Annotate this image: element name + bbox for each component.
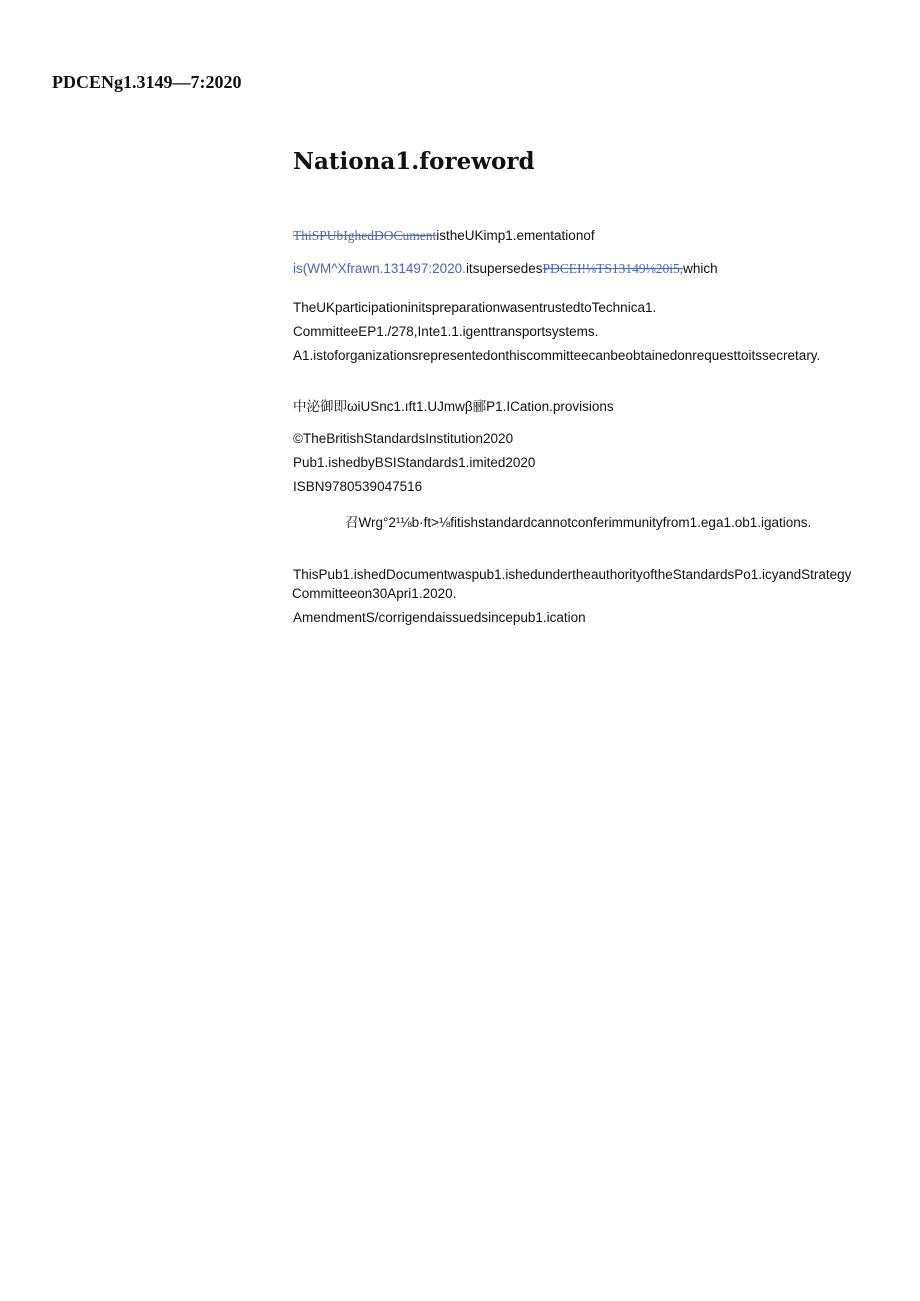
superseded-reference: PDCEI!⅛TS13149⅛20i5, (542, 261, 684, 276)
standard-reference: 131497:2020. (383, 261, 466, 276)
line-text: ωiUSnc1.ıft1.UJmwβ郦P1.ICation.provisions (347, 399, 614, 414)
provisions-line (293, 395, 614, 415)
line-prefix: is(WM^Xfrawn. (293, 261, 384, 276)
authority-line-2: Committeeon30Apri1.2020. (292, 586, 457, 601)
foreword-line-2 (293, 261, 718, 277)
participation-line-3: A1.istoforganizationsrepresentedonthiscommitteecanbeobtainedonrequesttoitssecretary. (293, 348, 821, 363)
amendments-line: AmendmentS/corrigendaissuedsincepub1.ication (293, 610, 586, 625)
copyright-line: ©TheBritishStandardsInstitution2020 (293, 431, 514, 446)
participation-line-2: CommitteeEP1./278,Inte1.1.igenttransportsystems. (293, 324, 599, 339)
publisher-line: Pub1.ishedbyBSIStandards1.imited2020 (293, 455, 536, 470)
line-suffix: which (683, 261, 718, 276)
line-text: istheUKimp1.ementationof (436, 228, 595, 243)
line-text: Wrg°2¹⅛b·ft>⅛fitishstandardcannotconferimmunityfrom1.ega1.ob1.igations. (358, 515, 812, 530)
garbled-cjk-text: 中泌御即 (293, 399, 347, 415)
participation-line-1: TheUKparticipationinitspreparationwasentrustedtoTechnica1. (293, 300, 657, 315)
foreword-line-1 (293, 228, 595, 244)
legal-notice-line (345, 511, 811, 531)
garbled-cjk-text: 召 (345, 515, 359, 531)
isbn-line: ISBN9780539047516 (293, 479, 423, 494)
section-title: Nationa1.foreword (293, 148, 535, 175)
line-text: itsupersedes (465, 261, 543, 276)
authority-line-1: ThisPub1.ishedDocumentwaspub1.ishedundertheauthorityoftheStandardsPo1.icyandStrategy (293, 567, 852, 582)
struck-text: ThiSPUbIghedDOCument (293, 228, 437, 243)
document-identifier: PDCENg1.3149—7:2020 (52, 72, 242, 92)
